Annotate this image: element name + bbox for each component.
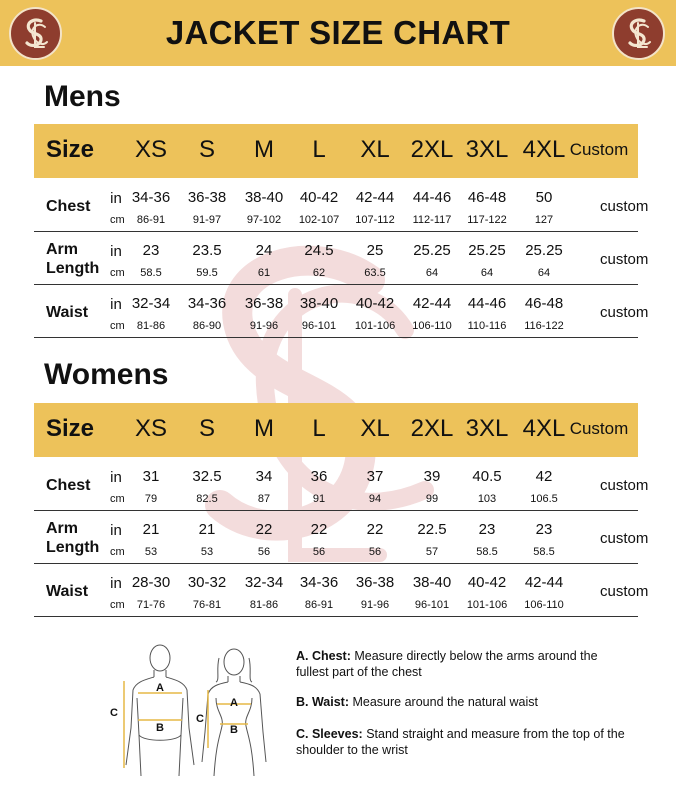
cell-cm: 79: [144, 493, 158, 505]
size-xl: XL: [360, 136, 390, 163]
row-label: Arm Length: [46, 241, 100, 277]
womens-header-row: [34, 403, 638, 457]
cell-in: 34-36: [131, 189, 171, 206]
cell-cm: 58.5: [140, 267, 162, 279]
size-custom: Custom: [569, 419, 629, 438]
cell-in: 34-36: [187, 295, 227, 312]
cell-in: 36-38: [355, 574, 395, 591]
cell-in: 36-38: [187, 189, 227, 206]
brand-logo: [612, 7, 665, 60]
cell-in: 21: [198, 521, 216, 538]
cell-cm: 58.5: [476, 546, 498, 558]
size-l: L: [312, 415, 326, 442]
label-c: C: [110, 707, 118, 719]
size-2xl: 2XL: [410, 415, 454, 442]
cell-cm: 63.5: [364, 267, 386, 279]
cell-in: 36: [310, 468, 328, 485]
cell-cm: 71-76: [136, 599, 166, 611]
cell-cm: 96-101: [414, 599, 450, 611]
cell-cm: 91-97: [192, 214, 222, 226]
cell-in: 50: [535, 189, 553, 206]
cell-cm: 56: [312, 546, 326, 558]
cell-in: 40.5: [472, 468, 502, 485]
cell-cm: 87: [257, 493, 271, 505]
unit-in: in: [110, 575, 122, 592]
unit-in: in: [110, 522, 122, 539]
size-2xl: 2XL: [410, 136, 454, 163]
cell-in: 40-42: [467, 574, 507, 591]
unit-in: in: [110, 469, 122, 486]
table-row: [34, 180, 649, 232]
cell-in: 44-46: [467, 295, 507, 312]
cell-cm: 103: [477, 493, 497, 505]
cell-cm: 127: [534, 214, 554, 226]
cell-cm: 61: [257, 267, 271, 279]
size-label: Size: [46, 415, 95, 442]
row-label: Chest: [46, 477, 91, 494]
cell-cm: 62: [312, 267, 326, 279]
size-m: M: [254, 415, 274, 442]
cell-cm: 91-96: [360, 599, 390, 611]
cell-cm: 102-107: [298, 214, 340, 226]
cell-in: 37: [366, 468, 384, 485]
row-label: Waist: [46, 583, 89, 600]
cell-in: 32-34: [244, 574, 284, 591]
cell-in: 23: [478, 521, 496, 538]
cell-cm: 86-90: [192, 320, 222, 332]
header-bar: [0, 0, 676, 66]
cell-cm: 81-86: [136, 320, 166, 332]
cell-cm: 64: [425, 267, 439, 279]
cell-in: 24: [255, 242, 273, 259]
cell-in: 25: [366, 242, 384, 259]
cell-in: 38-40: [412, 574, 452, 591]
cell-in: 34: [255, 468, 273, 485]
cell-cm: 116-122: [524, 320, 564, 332]
cell-cm: 117-122: [467, 214, 507, 226]
cell-in: 22.5: [417, 521, 447, 538]
cell-in: 36-38: [244, 295, 284, 312]
cell-cm: 86-91: [136, 214, 166, 226]
cell-cm: 101-106: [466, 599, 508, 611]
mens-section-title: Mens: [44, 80, 121, 113]
cell-in: 24.5: [304, 242, 334, 259]
cell-cm: 81-86: [249, 599, 279, 611]
cell-cm: 94: [368, 493, 382, 505]
size-4xl: 4XL: [522, 136, 566, 163]
cell-in: 42-44: [355, 189, 395, 206]
row-label: Waist: [46, 304, 89, 321]
cell-in: 22: [366, 521, 384, 538]
cell-custom: custom: [600, 583, 649, 600]
label-a: A: [156, 682, 164, 694]
label-a: A: [230, 697, 238, 709]
cell-cm: 97-102: [246, 214, 282, 226]
note-chest: A. Chest: Measure directly below the arms around the fullest part of the chest: [296, 649, 598, 679]
cell-cm: 82.5: [196, 493, 218, 505]
cell-custom: custom: [600, 251, 649, 268]
row-label: Chest: [46, 198, 91, 215]
cell-in: 25.25: [525, 242, 563, 259]
cell-cm: 59.5: [196, 267, 218, 279]
size-3xl: 3XL: [465, 136, 509, 163]
note-sleeves: C. Sleeves: Stand straight and measure from the top of the shoulder to the wrist: [296, 727, 625, 757]
cell-in: 28-30: [131, 574, 171, 591]
cell-in: 42: [535, 468, 553, 485]
unit-cm: cm: [110, 267, 125, 279]
cell-cm: 64: [537, 267, 551, 279]
cell-in: 44-46: [412, 189, 452, 206]
size-s: S: [198, 415, 215, 442]
cell-cm: 53: [200, 546, 214, 558]
unit-cm: cm: [110, 320, 125, 332]
cell-cm: 58.5: [533, 546, 555, 558]
cell-in: 32.5: [192, 468, 222, 485]
unit-in: in: [110, 296, 122, 313]
cell-cm: 91-96: [249, 320, 279, 332]
cell-in: 38-40: [244, 189, 284, 206]
unit-in: in: [110, 190, 122, 207]
mens-header-row: [34, 124, 638, 178]
cell-in: 22: [310, 521, 328, 538]
unit-cm: cm: [110, 546, 125, 558]
brand-monogram-icon: [614, 9, 663, 58]
cell-cm: 101-106: [354, 320, 396, 332]
cell-custom: custom: [600, 530, 649, 547]
unit-in: in: [110, 243, 122, 260]
cell-cm: 53: [144, 546, 158, 558]
size-3xl: 3XL: [465, 415, 509, 442]
cell-in: 46-48: [524, 295, 564, 312]
womens-section-title: Womens: [44, 358, 169, 391]
page-title: JACKET SIZE CHART: [165, 14, 511, 51]
table-row: [34, 512, 649, 564]
cell-in: 31: [142, 468, 160, 485]
cell-cm: 56: [368, 546, 382, 558]
cell-in: 22: [255, 521, 273, 538]
unit-cm: cm: [110, 493, 125, 505]
cell-in: 23: [535, 521, 553, 538]
row-label: Arm Length: [46, 520, 100, 556]
cell-cm: 91: [312, 493, 326, 505]
unit-cm: cm: [110, 599, 125, 611]
cell-in: 40-42: [299, 189, 339, 206]
cell-in: 25.25: [468, 242, 506, 259]
cell-in: 23: [142, 242, 160, 259]
cell-cm: 76-81: [192, 599, 222, 611]
measurement-diagram: [104, 640, 274, 776]
cell-custom: custom: [600, 304, 649, 321]
cell-in: 23.5: [192, 242, 222, 259]
label-b: B: [230, 724, 238, 736]
size-xs: XS: [134, 136, 167, 163]
cell-cm: 57: [425, 546, 439, 558]
cell-in: 30-32: [187, 574, 227, 591]
note-waist: B. Waist: Measure around the natural waist: [296, 695, 539, 709]
cell-in: 42-44: [412, 295, 452, 312]
size-4xl: 4XL: [522, 415, 566, 442]
cell-custom: custom: [600, 198, 649, 215]
cell-cm: 56: [257, 546, 271, 558]
size-xl: XL: [360, 415, 390, 442]
size-s: S: [198, 136, 215, 163]
size-label: Size: [46, 136, 95, 163]
cell-in: 46-48: [467, 189, 507, 206]
label-b: B: [156, 722, 164, 734]
label-c: C: [196, 713, 204, 725]
cell-in: 25.25: [413, 242, 451, 259]
size-custom: Custom: [569, 140, 629, 159]
table-row: [34, 286, 649, 338]
table-row: [34, 565, 649, 617]
cell-cm: 99: [425, 493, 439, 505]
cell-in: 34-36: [299, 574, 339, 591]
cell-custom: custom: [600, 477, 649, 494]
cell-cm: 106-110: [412, 320, 452, 332]
table-row: [34, 233, 649, 285]
cell-in: 38-40: [299, 295, 339, 312]
cell-in: 42-44: [524, 574, 564, 591]
cell-in: 39: [423, 468, 441, 485]
size-xs: XS: [134, 415, 167, 442]
table-row: [34, 459, 649, 511]
size-l: L: [312, 136, 326, 163]
cell-cm: 107-112: [355, 214, 395, 226]
cell-cm: 110-116: [467, 320, 507, 332]
size-m: M: [254, 136, 274, 163]
cell-in: 32-34: [131, 295, 171, 312]
cell-cm: 112-117: [412, 214, 452, 226]
cell-cm: 96-101: [301, 320, 337, 332]
cell-cm: 64: [480, 267, 494, 279]
cell-cm: 106.5: [530, 493, 558, 505]
cell-cm: 86-91: [304, 599, 334, 611]
cell-in: 40-42: [355, 295, 395, 312]
cell-in: 21: [142, 521, 160, 538]
cell-cm: 106-110: [524, 599, 564, 611]
unit-cm: cm: [110, 214, 125, 226]
